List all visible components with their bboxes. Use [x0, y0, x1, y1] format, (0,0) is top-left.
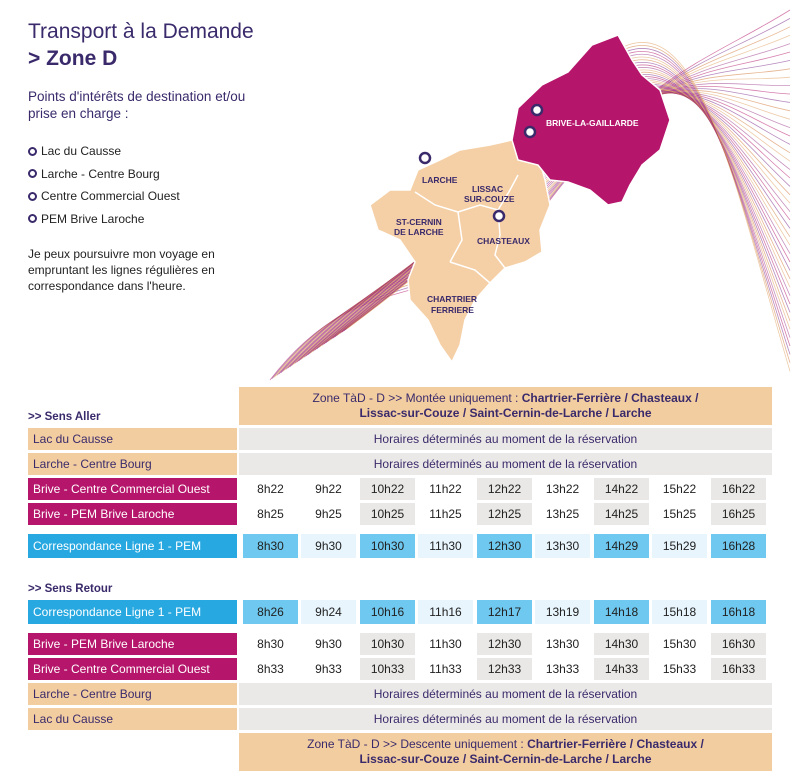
town-label-chartrier: CHARTRIER [427, 294, 478, 304]
time-cell: 9h30 [301, 534, 356, 558]
time-cell: 14h22 [594, 478, 649, 500]
pin-icon [420, 153, 430, 163]
time-cell: 14h33 [594, 658, 649, 680]
schedule-text: Horaires déterminés au moment de la réservation [239, 683, 772, 705]
time-cell: 13h30 [535, 534, 590, 558]
time-cell: 9h30 [315, 637, 342, 651]
time-cell: 13h22 [545, 482, 580, 496]
time-cell: 14h30 [594, 633, 649, 655]
time-cell: 12h33 [477, 658, 532, 680]
town-label-larche: LARCHE [422, 175, 458, 185]
stop-label: Brive - PEM Brive Laroche [28, 503, 237, 525]
stop-label: Brive - PEM Brive Laroche [28, 633, 237, 655]
time-cell: 15h30 [662, 637, 697, 651]
section-label-aller: >> Sens Aller [28, 411, 101, 423]
pin-icon [525, 127, 535, 137]
zone-header-text: Zone TàD - D >> Montée uniquement : [312, 391, 522, 405]
time-cell: 10h30 [360, 633, 415, 655]
circle-icon [28, 214, 37, 223]
poi-item [28, 185, 180, 208]
zone-header-communes: Lissac-sur-Couze / Saint-Cernin-de-Larche / Larche [359, 752, 652, 766]
time-cell: 12h22 [477, 478, 532, 500]
zone-header-aller [239, 387, 772, 425]
time-cell: 12h30 [477, 534, 532, 558]
time-cell: 11h25 [429, 507, 462, 521]
schedule-text: Horaires déterminés au moment de la réservation [239, 708, 772, 730]
page-title: Transport à la Demande [28, 20, 254, 43]
time-cell: 15h22 [662, 482, 697, 496]
poi-item [28, 208, 180, 231]
poi-list [28, 140, 180, 230]
time-cell: 15h25 [662, 507, 697, 521]
time-cell: 10h22 [360, 478, 415, 500]
time-cell: 8h26 [243, 600, 298, 624]
zone-header-communes: Chartrier-Ferrière / Chasteaux / [521, 391, 699, 405]
time-cell: 14h18 [594, 600, 649, 624]
poi-item [28, 163, 180, 186]
time-cell: 10h33 [360, 658, 415, 680]
stop-label: Lac du Causse [28, 428, 237, 450]
circle-icon [28, 147, 37, 156]
town-label-chasteaux: CHASTEAUX [477, 236, 530, 246]
time-cell: 16h22 [711, 478, 766, 500]
town-label-lissac: LISSAC [472, 184, 504, 194]
time-cell: 11h33 [429, 662, 462, 676]
zone-header-communes: Chartrier-Ferrière / Chasteaux / [527, 737, 704, 751]
poi-item [28, 140, 180, 163]
stop-label: Larche - Centre Bourg [28, 683, 237, 705]
time-cell: 8h33 [257, 662, 284, 676]
time-cell: 13h30 [545, 637, 580, 651]
time-cell: 9h24 [301, 600, 356, 624]
stop-label: Correspondance Ligne 1 - PEM [28, 600, 237, 624]
time-cell: 14h29 [594, 534, 649, 558]
time-cell: 15h18 [652, 600, 707, 624]
circle-icon [28, 192, 37, 201]
time-cell: 12h17 [477, 600, 532, 624]
stop-label: Brive - Centre Commercial Ouest [28, 478, 237, 500]
time-cell: 13h25 [545, 507, 580, 521]
time-cell: 8h22 [257, 482, 284, 496]
pin-icon [494, 211, 504, 221]
town-label-lissac: SUR-COUZE [464, 194, 515, 204]
zone-subtitle: > Zone D [28, 47, 118, 70]
time-cell: 8h30 [243, 534, 298, 558]
time-cell: 8h25 [257, 507, 284, 521]
time-cell: 11h16 [418, 600, 473, 624]
section-label-retour: >> Sens Retour [28, 583, 113, 595]
poi-label: Lac du Causse [41, 144, 122, 159]
time-cell: 11h30 [418, 534, 473, 558]
zone-header-retour [239, 733, 772, 771]
town-label-chartrier: FERRIERE [431, 305, 474, 315]
zone-map [250, 0, 792, 385]
time-cell: 16h25 [711, 503, 766, 525]
schedule-text: Horaires déterminés au moment de la réservation [239, 428, 772, 450]
time-cell: 10h25 [360, 503, 415, 525]
time-cell: 10h16 [360, 600, 415, 624]
time-cell: 9h25 [315, 507, 342, 521]
time-cell: 9h22 [315, 482, 342, 496]
stop-label: Lac du Causse [28, 708, 237, 730]
poi-label: Centre Commercial Ouest [41, 189, 180, 204]
time-cell: 9h33 [315, 662, 342, 676]
stop-label: Brive - Centre Commercial Ouest [28, 658, 237, 680]
time-cell: 16h30 [711, 633, 766, 655]
time-cell: 13h19 [535, 600, 590, 624]
time-cell: 15h33 [662, 662, 697, 676]
correspondance-note: Je peux poursuivre mon voyage en empruntant les lignes régulières en correspondance dans l'heure. [28, 247, 215, 293]
zone-d-region [370, 140, 550, 362]
town-label-stcernin: ST-CERNIN [396, 217, 442, 227]
time-cell: 15h29 [652, 534, 707, 558]
time-cell: 11h30 [429, 637, 462, 651]
time-cell: 16h18 [711, 600, 766, 624]
pin-icon [532, 105, 542, 115]
time-cell: 12h30 [477, 633, 532, 655]
stop-label: Correspondance Ligne 1 - PEM [28, 534, 237, 558]
time-cell: 11h22 [429, 482, 462, 496]
time-cell: 16h28 [711, 534, 766, 558]
time-cell: 8h30 [257, 637, 284, 651]
town-label-stcernin: DE LARCHE [394, 227, 444, 237]
poi-label: Larche - Centre Bourg [41, 166, 160, 181]
time-cell: 13h33 [545, 662, 580, 676]
time-cell: 16h33 [711, 658, 766, 680]
zone-header-communes: Lissac-sur-Couze / Saint-Cernin-de-Larche / Larche [359, 406, 652, 420]
time-cell: 10h30 [360, 534, 415, 558]
circle-icon [28, 169, 37, 178]
poi-label: PEM Brive Laroche [41, 211, 145, 226]
town-label-brive: BRIVE-LA-GAILLARDE [546, 118, 639, 128]
poi-title: Points d'intérêts de destination et/ou prise en charge : [28, 89, 246, 121]
schedule-text: Horaires déterminés au moment de la réservation [239, 453, 772, 475]
time-cell: 12h25 [477, 503, 532, 525]
stop-label: Larche - Centre Bourg [28, 453, 237, 475]
zone-header-text: Zone TàD - D >> Descente uniquement : [307, 737, 528, 751]
time-cell: 14h25 [594, 503, 649, 525]
